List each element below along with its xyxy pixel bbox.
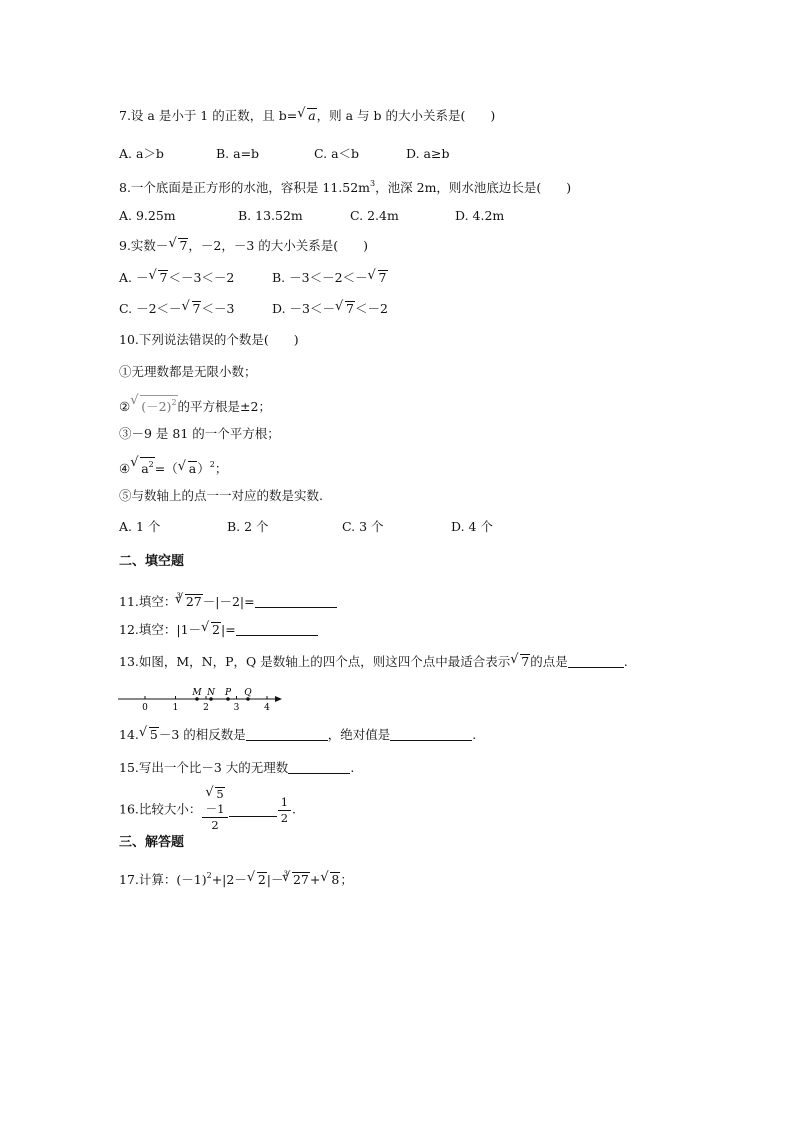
question-9-stem: 9.实数－√ 7，－2，－3 的大小关系是( ) (119, 238, 368, 254)
answer-blank[interactable] (390, 728, 472, 741)
question-15: 15.写出一个比－3 大的无理数 . (119, 760, 355, 775)
q7-option-b: B. a=b (216, 146, 260, 161)
q10-option-c: C. 3 个 (342, 519, 384, 534)
answer-blank[interactable] (288, 761, 350, 774)
question-14: 14.√ 5－3 的相反数是 ，绝对值是 . (119, 727, 476, 743)
answer-blank[interactable] (236, 623, 318, 636)
q10-statement-3: ③－9 是 81 的一个平方根； (119, 426, 280, 441)
answer-blank[interactable] (229, 804, 277, 817)
fraction-right: $\frac{1}{2}$ (278, 795, 291, 826)
number-line-tick-label: 0 (142, 703, 148, 713)
q8-option-a: A. 9.25m (119, 208, 176, 223)
number-line-point-label: Q (244, 688, 252, 698)
q10-statement-1: ①无理数都是无限小数； (119, 364, 257, 379)
q9-option-d: D. －3＜－√ 7＜－2 (272, 301, 388, 317)
question-11: 11.填空：$^3$√ 27－|－2|= (119, 588, 337, 610)
q9-option-b: B. －3＜－2＜－√ 7 (272, 270, 388, 286)
q10-statement-4: ④√ $a^2=(√$ a）$^2$； (119, 457, 227, 477)
question-16: 16.比较大小： √ 5 －1 2 $\frac{1}{2}$ . (119, 787, 296, 833)
q8-option-c: C. 2.4m (350, 208, 399, 223)
number-line-point-label: P (224, 688, 232, 698)
question-13: 13.如图，M，N，P，Q 是数轴上的四个点，则这四个点中最适合表示√ 7的点是 . (119, 654, 628, 670)
section-solve-heading: 三、解答题 (119, 835, 185, 850)
number-line-tick-label: 1 (172, 703, 179, 713)
section-fill-in-heading: 二、填空题 (119, 554, 185, 569)
q10-statement-5: ⑤与数轴上的点一一对应的数是实数. (119, 488, 323, 503)
q7-option-a: A. a＞b (119, 146, 164, 161)
q8-option-d: D. 4.2m (455, 208, 505, 223)
q7-text-b: ，则 a 与 b 的大小关系是( ) (316, 108, 496, 123)
q10-option-d: D. 4 个 (451, 519, 493, 534)
q10-statement-2: ②√ $(-2)^2$的平方根是±2； (119, 395, 271, 415)
question-7-stem (119, 108, 495, 124)
q10-option-b: B. 2 个 (227, 519, 269, 534)
number-line-point-label: M (192, 688, 202, 698)
q10-option-a: A. 1 个 (119, 519, 161, 534)
number-line-tick-label: 3 (233, 703, 240, 713)
q7-option-c: C. a＜b (314, 146, 360, 161)
question-17: 17.计算：$(-1)^2+|2-√$ 2|－$^3$√ 27+√ 8； (119, 866, 353, 888)
q7-option-d: D. a≥b (406, 146, 450, 161)
question-8-stem: 8.一个底面是正方形的水池，容积是 $11.52m^3$，池深 2m，则水池底边长是( ) (119, 179, 572, 195)
answer-blank[interactable] (568, 655, 624, 668)
number-line-arrow (275, 696, 282, 702)
answer-blank[interactable] (246, 728, 328, 741)
q9-option-a: A. －√ 7＜－3＜－2 (119, 270, 234, 286)
number-line-tick-label: 2 (203, 703, 209, 713)
q9-option-c: C. －2＜－√ 7＜－3 (119, 301, 234, 317)
question-10-stem: 10.下列说法错误的个数是( ) (119, 332, 299, 347)
fraction-left: √ 5 －1 2 (202, 787, 227, 833)
q7-text-a: 7.设 a 是小于 1 的正数，且 b= (119, 108, 298, 123)
q8-option-b: B. 13.52m (238, 208, 303, 223)
number-line (115, 682, 290, 714)
sqrt-a: √ a (298, 108, 316, 124)
number-line-tick-label: 4 (264, 703, 270, 713)
answer-blank[interactable] (255, 595, 337, 608)
sqrt-7: √ 7 (169, 238, 188, 254)
number-line-point-label: N (207, 688, 215, 698)
question-12: 12.填空：|1－√ 2|= (119, 622, 318, 638)
